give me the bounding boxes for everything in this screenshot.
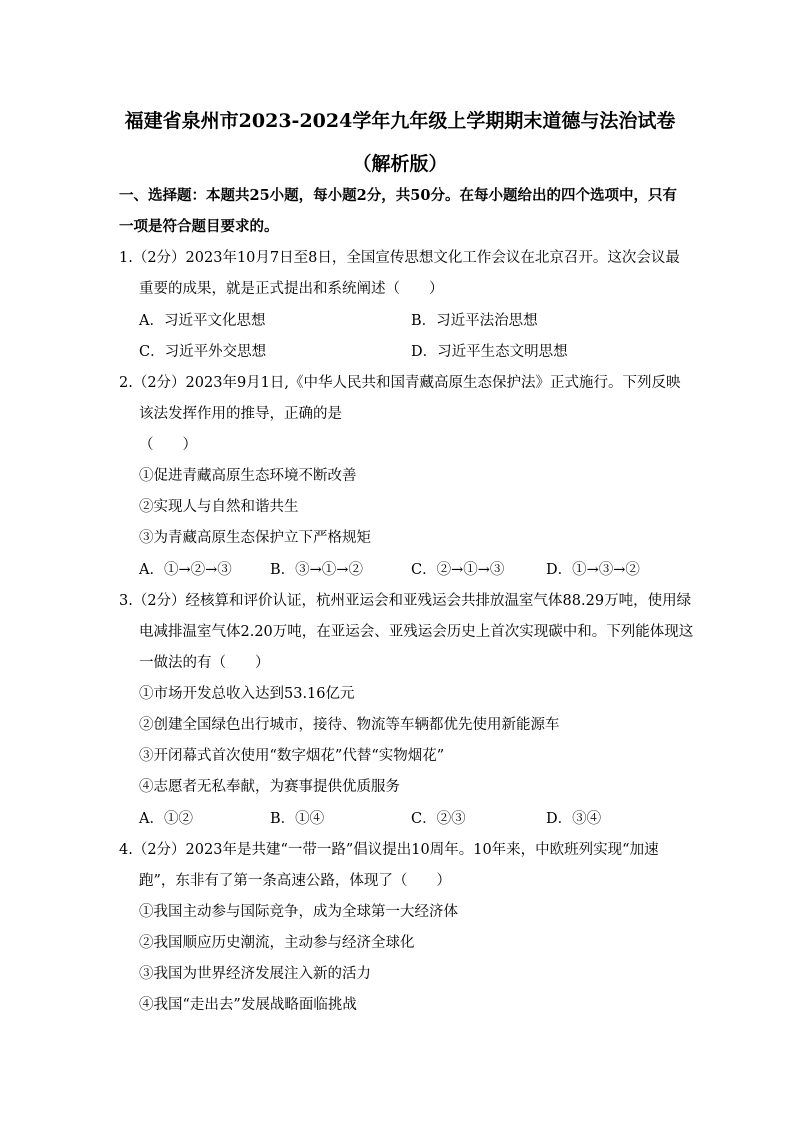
- question-3-option-a: A．①②: [139, 811, 193, 827]
- question-3-option-d: D．③④: [546, 811, 602, 827]
- question-3-option-b: B．①④: [270, 811, 325, 827]
- question-4-item-4: ④我国“走出去”发展战略面临挑战: [139, 997, 357, 1013]
- question-2-option-b: B．③→①→②: [270, 562, 363, 578]
- question-1-stem: 1.（2分）2023年10月7日至8日，全国宣传思想文化工作会议在北京召开。这次会议最: [119, 250, 680, 266]
- question-3-item-2: ②创建全国绿色出行城市，接待、物流等车辆都优先使用新能源车: [139, 717, 560, 733]
- section-heading: 一、选择题：本题共25小题，每小题2分，共50分。在每小题给出的四个选项中，只有: [119, 187, 677, 204]
- question-1-stem-cont: 重要的成果，就是正式提出和系统阐述（ ）: [139, 281, 444, 297]
- question-3-stem: 3.（2分）经核算和评价认证，杭州亚运会和亚残运会共排放温室气体88.29万吨，使用绿: [119, 593, 692, 609]
- question-3-option-c: C．②③: [411, 811, 466, 827]
- question-4-item-3: ③我国为世界经济发展注入新的活力: [139, 966, 371, 982]
- question-3-item-3: ③开闭幕式首次使用“数字烟花”代替“实物烟花”: [139, 748, 445, 764]
- question-2-option-a: A．①→②→③: [139, 562, 232, 578]
- question-3-item-1: ①市场开发总收入达到53.16亿元: [139, 686, 355, 702]
- question-4-item-2: ②我国顺应历史潮流，主动参与经济全球化: [139, 935, 415, 951]
- question-3-item-4: ④志愿者无私奉献，为赛事提供优质服务: [139, 779, 400, 795]
- question-2-answer-blank: （ ）: [139, 437, 197, 453]
- question-2-stem-cont: 该法发挥作用的推导，正确的是: [139, 406, 342, 422]
- question-1-option-d: D．习近平生态文明思想: [411, 344, 568, 360]
- question-4-item-1: ①我国主动参与国际竞争，成为全球第一大经济体: [139, 904, 458, 920]
- question-3-stem-cont-2: 一做法的有（ ）: [139, 655, 270, 671]
- question-2-stem: 2.（2分）2023年9月1日,《中华人民共和国青藏高原生态保护法》正式施行。下列反映: [119, 375, 681, 391]
- question-4-stem: 4.（2分）2023年是共建“一带一路”倡议提出10周年。10年来，中欧班列实现“加速: [119, 842, 659, 858]
- section-heading-cont: 一项是符合题目要求的。: [119, 218, 279, 235]
- exam-subtitle: （解析版）: [352, 153, 448, 175]
- question-3-stem-cont: 电减排温室气体2.20万吨，在亚运会、亚残运会历史上首次实现碳中和。下列能体现这: [139, 624, 694, 640]
- exam-title: 福建省泉州市2023-2024学年九年级上学期期末道德与法治试卷: [124, 110, 676, 132]
- question-2-option-c: C．②→①→③: [411, 562, 505, 578]
- question-2-item-2: ②实现人与自然和谐共生: [139, 499, 299, 515]
- question-1-option-b: B．习近平法治思想: [411, 313, 538, 329]
- question-1-option-c: C．习近平外交思想: [139, 344, 267, 360]
- question-2-option-d: D．①→③→②: [546, 562, 640, 578]
- question-2-item-1: ①促进青藏高原生态环境不断改善: [139, 468, 357, 484]
- question-2-item-3: ③为青藏高原生态保护立下严格规矩: [139, 530, 371, 546]
- question-4-stem-cont: 跑”，东非有了第一条高速公路，体现了（ ）: [139, 873, 451, 889]
- question-1-option-a: A．习近平文化思想: [139, 313, 266, 329]
